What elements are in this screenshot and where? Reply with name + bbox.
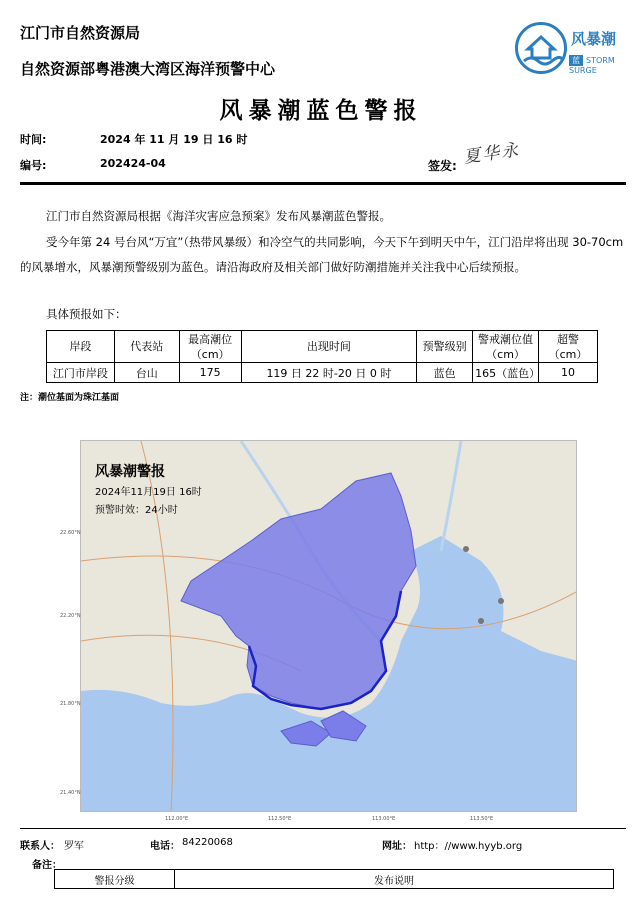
- table-cell: 119 日 22 时-20 日 0 时: [241, 363, 417, 383]
- contact-divider: [20, 828, 626, 829]
- remarks-label: 备注：: [32, 860, 62, 871]
- table-cell: 175: [179, 363, 241, 383]
- table-header-cell: 超警（cm）: [539, 331, 598, 363]
- org-name-2: 自然资源部粤港澳大湾区海洋预警中心: [20, 60, 276, 78]
- table-cell: 江门市岸段: [47, 363, 115, 383]
- table-cell: 蓝色: [417, 363, 473, 383]
- table-header-row: [47, 331, 598, 363]
- contact-web-value[interactable]: http：//www.hyyb.org: [414, 841, 523, 852]
- table-cell: 10: [539, 363, 598, 383]
- table-header-cell: 岸段: [47, 331, 115, 363]
- lat-label: 21.40°N: [60, 790, 81, 796]
- city-marker: [463, 546, 469, 552]
- paragraph-intro: 江门市自然资源局根据《海洋灾害应急预案》发布风暴潮蓝色警报。: [46, 209, 391, 223]
- signature: 夏华永: [462, 140, 522, 168]
- logo-title: 风暴潮: [571, 30, 617, 48]
- contact-person-value: 罗军: [64, 841, 84, 852]
- map-title: 风暴潮警报: [95, 464, 165, 480]
- map-time: 2024年11月19日 16时: [95, 487, 202, 498]
- river: [441, 441, 461, 551]
- table-header-cell: 警戒潮位值（cm）: [473, 331, 539, 363]
- number-value: 202424-04: [100, 157, 166, 170]
- number-label: 编号:: [20, 159, 47, 172]
- table-row: [47, 363, 598, 383]
- lon-label: 113.00°E: [372, 816, 396, 822]
- map-valid-period: 预警时效：24小时: [95, 505, 178, 516]
- warning-area: [181, 473, 416, 709]
- lat-label: 21.80°N: [60, 701, 81, 707]
- table-intro: 具体预报如下：: [46, 307, 127, 321]
- storm-surge-logo: [515, 22, 627, 74]
- datum-note: 注：潮位基面为珠江基面: [20, 393, 120, 403]
- contact-phone-label: 电话：: [150, 841, 180, 852]
- org-name-1: 江门市自然资源局: [20, 24, 141, 42]
- lon-label: 112.00°E: [165, 816, 189, 822]
- contact-person-label: 联系人：: [20, 841, 60, 852]
- city-marker: [498, 598, 504, 604]
- logo-badge: 蓝: [569, 55, 583, 66]
- table-header-cell: 警报分级: [55, 870, 175, 889]
- contact-web-label: 网址：: [382, 841, 412, 852]
- logo-subtitle: [569, 55, 627, 75]
- lon-label: 112.50°E: [268, 816, 292, 822]
- table-header-cell: 代表站: [114, 331, 179, 363]
- table-header-row: [55, 870, 614, 889]
- lat-label: 22.20°N: [60, 613, 81, 619]
- header-divider: [20, 182, 626, 185]
- paragraph-detail: 受今年第 24 号台风“万宜”（热带风暴级）和冷空气的共同影响，今天下午到明天中午，江门沿岸将出现 30-70cm 的风暴增水，风暴潮预警级别为蓝色。请沿海政府及相关部门做好防潮措施并关注我中心后续预报。: [20, 235, 624, 274]
- forecast-table: [46, 330, 598, 383]
- table-header-cell: 最高潮位（cm）: [179, 331, 241, 363]
- warning-map: [80, 440, 577, 812]
- time-value: 2024 年 11 月 19 日 16 时: [100, 133, 248, 146]
- logo-sub-text: STORM SURGE: [569, 56, 615, 75]
- table-cell: 165（蓝色）: [473, 363, 539, 383]
- table-header-cell: 出现时间: [241, 331, 417, 363]
- table-header-cell: 发布说明: [175, 870, 614, 889]
- time-label: 时间:: [20, 133, 47, 146]
- lon-label: 113.50°E: [470, 816, 494, 822]
- contact-phone-value: 84220068: [182, 837, 233, 848]
- city-marker: [478, 618, 484, 624]
- house-wave-icon: [515, 22, 567, 74]
- page-title: 风暴潮蓝色警报: [219, 98, 423, 124]
- table-cell: 台山: [114, 363, 179, 383]
- lat-label: 22.60°N: [60, 530, 81, 536]
- remarks-table: [54, 869, 614, 889]
- sign-label: 签发:: [428, 159, 457, 173]
- table-header-cell: 预警级别: [417, 331, 473, 363]
